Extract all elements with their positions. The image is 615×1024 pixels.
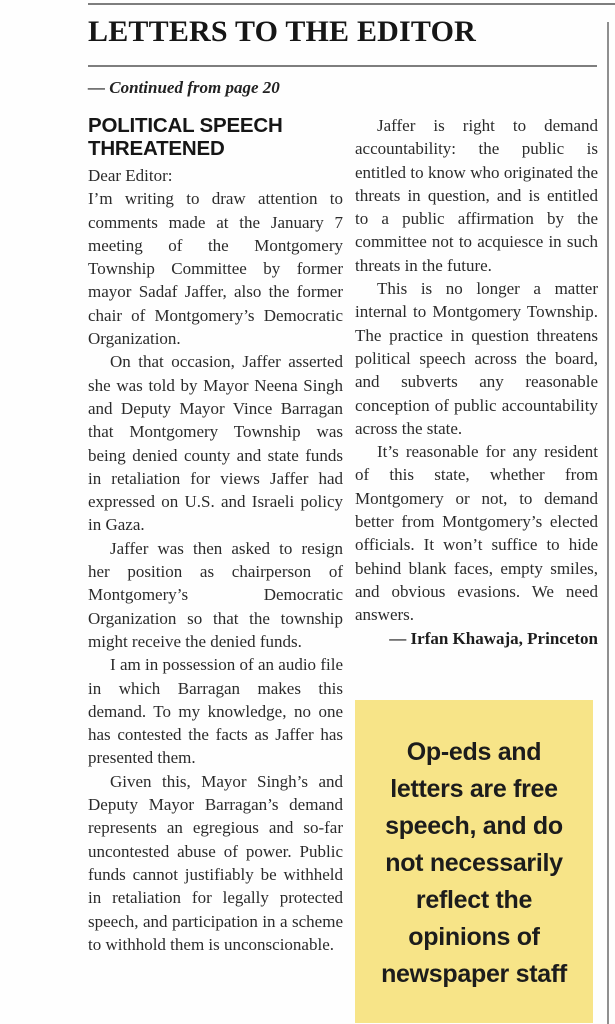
letter-heading: POLITICAL SPEECH THREATENED bbox=[88, 114, 283, 160]
letter-paragraph: I am in possession of an audio file in which Barragan makes this demand. To my knowledge, no one has contested the facts as Jaffer has presented them. bbox=[88, 655, 343, 768]
column-left bbox=[88, 114, 343, 956]
section-title: LETTERS TO THE EDITOR bbox=[88, 15, 476, 48]
letter-paragraph: Jaffer is right to demand accountability: the public is entitled to know who originated the threats in question, and is entitled to a public affirmation by the committee not to acquiesce in such threats in the future. bbox=[355, 116, 598, 275]
letter-paragraph: This is no longer a matter internal to Montgomery Township. The practice in question threatens political speech across the board, and subverts any reasonable conception of public accountability across the state. bbox=[355, 279, 598, 438]
letter-signature: — Irfan Khawaja, Princeton bbox=[389, 628, 598, 648]
letter-salutation: Dear Editor: bbox=[88, 166, 173, 185]
disclaimer-text: Op-eds and letters are free speech, and do not necessarily reflect the opinions of newspaper staff bbox=[381, 737, 567, 988]
headline-rule bbox=[88, 65, 597, 67]
right-column-rule bbox=[607, 22, 609, 1024]
letter-paragraph: It’s reasonable for any resident of this state, whether from Montgomery or not, to demand better from Montgomery’s elected officials. It won’t suffice to hide behind blank faces, empty smiles, and obvious evasions. We need answers. bbox=[355, 442, 598, 625]
letter-columns bbox=[88, 114, 598, 1023]
letter-paragraph: Jaffer was then asked to resign her position as chairperson of Montgomery’s Democratic Organization so that the township might receive the denied funds. bbox=[88, 538, 343, 651]
letter-paragraph: I’m writing to draw attention to comments made at the January 7 meeting of the Montgomery Township Committee by former mayor Sadaf Jaffer, also the former chair of Montgomery’s Democratic Organization. bbox=[88, 189, 343, 349]
letter-paragraph: Given this, Mayor Singh’s and Deputy Mayor Barragan’s demand represents an egregious and so-far uncontested abuse of power. Public funds cannot justifiably be withheld in retaliation for legally protected speech, and participation in a scheme to withhold them is unconscionable. bbox=[88, 771, 343, 954]
column-right bbox=[355, 114, 598, 1023]
letter-paragraph: On that occasion, Jaffer asserted she was told by Mayor Neena Singh and Deputy Mayor Vince Barragan that Montgomery Township was being denied county and state funds in retaliation for views Jaffer had expressed on U.S. and Israeli policy in Gaza. bbox=[88, 352, 343, 535]
continued-from-note: — Continued from page 20 bbox=[88, 78, 280, 97]
disclaimer-box bbox=[355, 700, 593, 1023]
page-content bbox=[88, 0, 598, 1023]
